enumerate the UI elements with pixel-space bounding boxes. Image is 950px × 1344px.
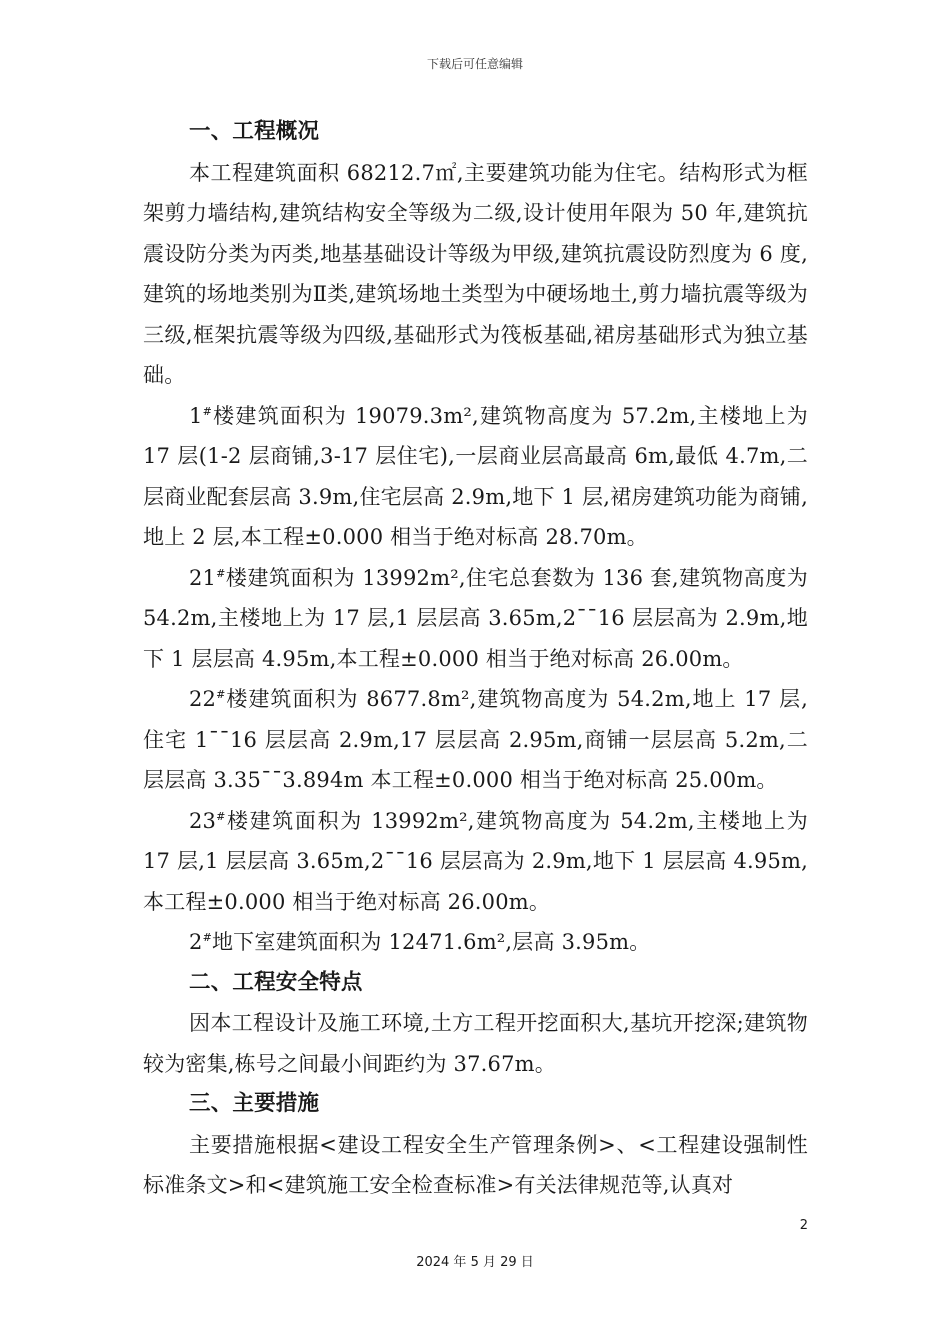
building-text: 楼建筑面积为 8677.8m²,建筑物高度为 54.2m,地上 17 层,住宅 1¯¯16 层层高 2.9m,17 层层高 2.95m,商铺一层层高 5.2m,二层层高 3.35¯¯3.894m 本工程±0.000 相当于绝对标高 25.00m。: [143, 687, 808, 792]
building-23-paragraph: [143, 801, 808, 923]
building-text: 楼建筑面积为 13992m²,建筑物高度为 54.2m,主楼地上为 17 层,1 层层高 3.65m,2¯¯16 层层高为 2.9m,地下 1 层层高 4.95m,本工程±0.000 相当于绝对标高 26.00m。: [143, 808, 808, 914]
header-note: 下载后可任意编辑: [426, 57, 523, 71]
building-number: 23: [189, 808, 217, 833]
building-sup: #: [202, 404, 212, 418]
section-title-safety: 二、工程安全特点: [189, 969, 363, 995]
document-body: [143, 112, 808, 1206]
building-text: 楼建筑面积为 19079.3m²,建筑物高度为 57.2m,主楼地上为 17 层(1-2 层商铺,3-17 层住宅),一层商业层高最高 6m,最低 4.7m,二层商业配套层高 3.9m,住宅层高 2.9m,地下 1 层,裙房建筑功能为商铺,地上 2 层,本工程±0.000 相当于绝对标高 28.70m。: [143, 403, 808, 549]
building-text: 地下室建筑面积为 12471.6m²,层高 3.95m。: [211, 930, 651, 954]
building-number: 21: [189, 565, 217, 590]
building-21-paragraph: [143, 558, 808, 680]
measures-paragraph: 主要措施根据<建设工程安全生产管理条例>、<工程建设强制性标准条文>和<建筑施工安全检查标准>有关法律规范等,认真对: [143, 1132, 808, 1197]
building-sup: #: [216, 566, 226, 580]
building-text: 楼建筑面积为 13992m²,住宅总套数为 136 套,建筑物高度为 54.2m,主楼地上为 17 层,1 层层高 3.65m,2¯¯16 层层高为 2.9m,地下 1 层层高 4.95m,本工程±0.000 相当于绝对标高 26.00m。: [143, 565, 808, 671]
safety-paragraph: 因本工程设计及施工环境,土方工程开挖面积大,基坑开挖深;建筑物较为密集,栋号之间最小间距约为 37.67m。: [143, 1011, 808, 1076]
section-title-overview: 一、工程概况: [189, 119, 320, 144]
overview-paragraph: 本工程建筑面积 68212.7㎡,主要建筑功能为住宅。结构形式为框架剪力墙结构,建筑结构安全等级为二级,设计使用年限为 50 年,建筑抗震设防分类为丙类,地基基础设计等级为甲级,建筑抗震设防烈度为 6 度,建筑的场地类别为Ⅱ类,建筑场地土类型为中硬场地土,剪力墙抗震等级为三级,框架抗震等级为四级,基础形式为筏板基础,裙房基础形式为独立基础。: [143, 160, 808, 387]
building-1-paragraph: [143, 396, 808, 558]
page-number: 2: [799, 1218, 808, 1233]
footer-date: 2024 年 5 月 29 日: [416, 1255, 534, 1270]
building-number: 2: [189, 930, 203, 954]
basement-paragraph: [143, 922, 808, 963]
building-sup: #: [216, 809, 226, 823]
building-22-paragraph: [143, 679, 808, 801]
building-sup: #: [216, 688, 226, 701]
building-sup: #: [202, 931, 212, 944]
section-title-measures: 三、主要措施: [189, 1091, 320, 1116]
building-number: 1: [189, 403, 203, 428]
building-number: 22: [189, 687, 217, 711]
